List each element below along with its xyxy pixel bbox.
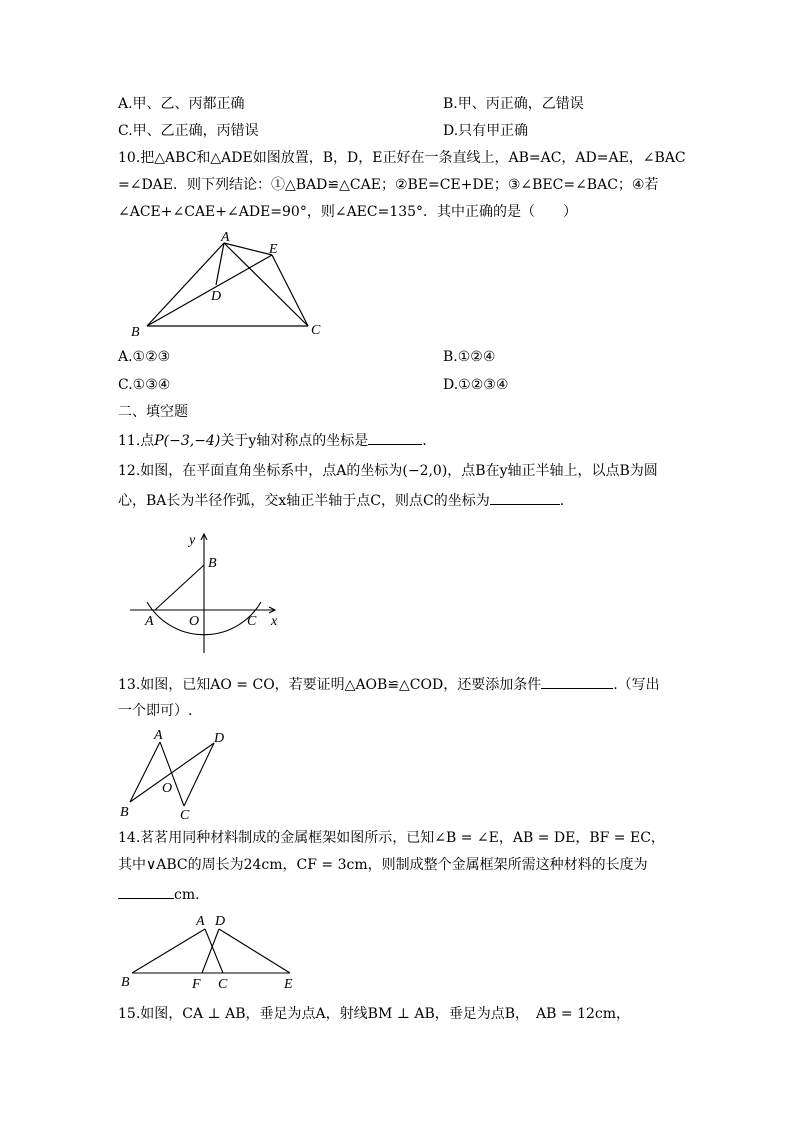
q10-seg-ae — [224, 243, 272, 255]
q10-label-d: D — [211, 289, 222, 304]
q12-line2-text: 心，BA长为半径作弧，交x轴正半轴于点C，则点C的坐标为 — [118, 493, 490, 509]
q10-option-c: C.①③④ — [118, 377, 171, 393]
q14-label-c: C — [218, 977, 228, 992]
q14-seg-ac — [205, 929, 223, 973]
q12-label-b: B — [208, 556, 217, 571]
q10-seg-be — [147, 255, 272, 326]
q14-unit: cm. — [174, 887, 200, 903]
q12-figure — [125, 528, 285, 658]
q10-option-a: A.①②③ — [118, 349, 171, 365]
q14-answer-blank[interactable] — [118, 884, 174, 899]
q13-label-b: B — [120, 805, 129, 820]
q10-seg-ac — [224, 243, 308, 326]
q11-point: P(−3,−4) — [154, 433, 221, 449]
q11-line — [118, 430, 427, 451]
section-title: 二、填空题 — [118, 404, 188, 420]
q13-label-a: A — [154, 728, 163, 743]
q14-seg-df — [202, 929, 219, 973]
q10-option-b: B.①②④ — [443, 349, 496, 365]
q13-label-d: D — [214, 731, 225, 746]
q10-seg-ab — [147, 243, 224, 326]
q10-line1: 10.把△ABC和△ADE如图放置，B，D，E正好在一条直线上，AB=AC，AD=AE，∠BAC — [118, 150, 686, 166]
q10-label-e: E — [269, 242, 278, 257]
q14-figure — [118, 910, 318, 992]
q14-label-d: D — [215, 914, 226, 929]
q11-text-after: 关于y轴对称点的坐标是 — [220, 433, 369, 449]
q14-seg-de — [219, 929, 290, 973]
q10-label-b: B — [131, 325, 140, 340]
q9-option-a: A.甲、乙、丙都正确 — [118, 96, 245, 112]
q12-label-c: C — [247, 614, 257, 629]
q13-line1-end: .（写出 — [613, 677, 660, 693]
q14-label-b: B — [121, 975, 130, 990]
q14-seg-ba — [132, 929, 205, 973]
q13-line1 — [118, 674, 660, 695]
q13-seg-ac — [160, 742, 184, 806]
q10-option-d: D.①②③④ — [443, 377, 509, 393]
q13-label-c: C — [180, 808, 190, 823]
q12-label-a: A — [145, 614, 154, 629]
q14-label-e: E — [284, 977, 293, 992]
q9-option-b: B.甲、丙正确，乙错误 — [443, 96, 584, 112]
q10-line2: =∠DAE．则下列结论：①△BAD≌△CAE；②BE=CE+DE；③∠BEC=∠BAC；④若 — [118, 177, 659, 193]
q14-line1: 14.茗茗用同种材料制成的金属框架如图所示，已知∠B = ∠E，AB = DE，BF = EC， — [118, 830, 665, 846]
q10-seg-ec — [272, 255, 308, 326]
q10-figure — [125, 228, 335, 343]
q12-answer-blank[interactable] — [490, 490, 560, 505]
q9-option-d: D.只有甲正确 — [443, 123, 529, 139]
q10-line3: ∠ACE+∠CAE+∠ADE=90°，则∠AEC=135°．其中正确的是（ ） — [118, 204, 578, 220]
q11-end: . — [422, 433, 427, 449]
q11-text-before: 11.点 — [118, 433, 155, 449]
q14-label-f: F — [192, 977, 201, 992]
q13-answer-blank[interactable] — [541, 674, 613, 689]
q13-seg-ab — [130, 742, 160, 802]
q13-line2: 一个即可）. — [118, 703, 193, 719]
q10-label-c: C — [311, 323, 321, 338]
q10-seg-ad — [216, 243, 224, 285]
q13-seg-dc — [184, 743, 214, 806]
q12-label-o: O — [189, 614, 200, 629]
q15-line1: 15.如图，CA ⊥ AB，垂足为点A，射线BM ⊥ AB，垂足为点B， AB = 12cm， — [118, 1006, 630, 1022]
q14-line2: 其中∨ABC的周长为24cm，CF = 3cm，则制成整个金属框架所需这种材料的长度为 — [118, 857, 648, 873]
q12-line2-end: . — [559, 493, 565, 509]
q12-line1: 12.如图，在平面直角坐标系中，点A的坐标为(−2,0)，点B在y轴正半轴上，以点B为圆 — [118, 463, 658, 479]
q13-label-o: O — [162, 781, 173, 796]
q13-line1-text: 13.如图，已知AO = CO，若要证明△AOB≌△COD，还要添加条件 — [118, 677, 542, 693]
q9-option-c: C.甲、乙正确，丙错误 — [118, 123, 259, 139]
q14-label-a: A — [196, 914, 205, 929]
q12-line2 — [118, 490, 564, 511]
q13-figure — [118, 726, 238, 822]
q11-answer-blank[interactable] — [368, 430, 422, 445]
q12-label-y: y — [189, 533, 196, 548]
q12-label-x: x — [271, 614, 278, 629]
q12-seg-ba — [155, 565, 204, 610]
q10-label-a: A — [221, 230, 230, 245]
q14-line3 — [118, 884, 200, 905]
